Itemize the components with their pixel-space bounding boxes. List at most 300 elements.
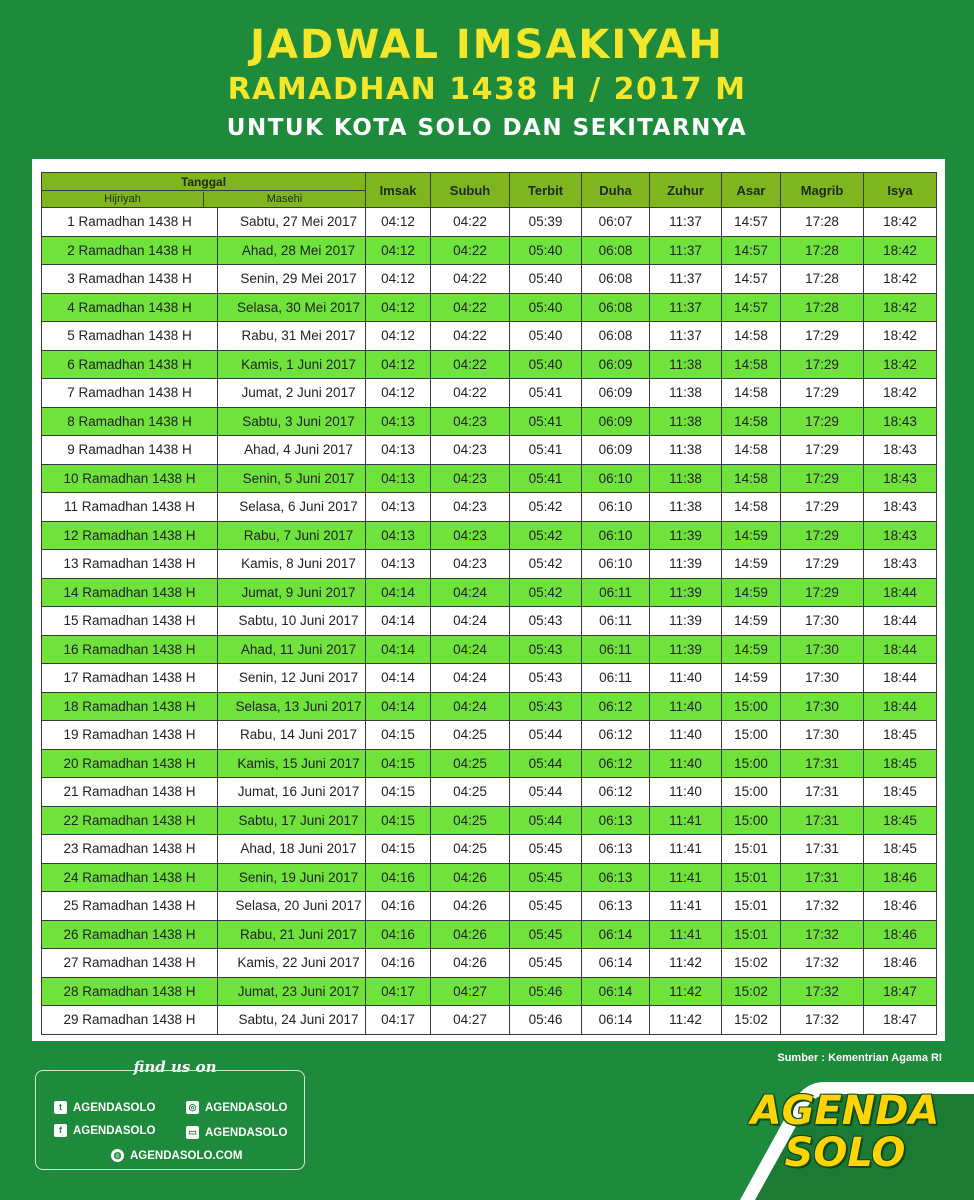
time-cell: 04:25 — [431, 721, 510, 750]
time-cell: 18:42 — [864, 265, 937, 294]
column-header: Magrib — [781, 173, 864, 208]
time-cell: 17:29 — [781, 350, 864, 379]
time-cell: 04:23 — [431, 464, 510, 493]
masehi-cell: Senin, 12 Juni 2017 — [218, 664, 366, 693]
time-cell: 04:27 — [431, 977, 510, 1006]
time-cell: 17:32 — [781, 1006, 864, 1035]
time-cell: 15:01 — [722, 920, 781, 949]
time-cell: 17:30 — [781, 664, 864, 693]
time-cell: 04:25 — [431, 806, 510, 835]
time-cell: 18:43 — [864, 407, 937, 436]
time-cell: 04:22 — [431, 265, 510, 294]
social-facebook[interactable] — [54, 1124, 155, 1137]
time-cell: 05:43 — [510, 664, 582, 693]
source-note: Sumber : Kementrian Agama RI — [777, 1052, 942, 1064]
brand-line1: AGENDA — [750, 1088, 940, 1134]
time-cell: 04:17 — [366, 1006, 431, 1035]
table-header-row — [42, 173, 937, 208]
find-us-heading: find us on — [133, 1058, 217, 1076]
time-cell: 04:22 — [431, 293, 510, 322]
time-cell: 06:11 — [582, 635, 650, 664]
masehi-cell: Rabu, 21 Juni 2017 — [218, 920, 366, 949]
time-cell: 17:32 — [781, 920, 864, 949]
hijriyah-header: Hijriyah — [42, 192, 204, 207]
page-city: UNTUK KOTA SOLO DAN SEKITARNYA — [226, 115, 748, 141]
time-cell: 15:00 — [722, 806, 781, 835]
time-cell: 17:28 — [781, 265, 864, 294]
time-cell: 05:41 — [510, 436, 582, 465]
table-row — [42, 863, 937, 892]
time-cell: 18:42 — [864, 293, 937, 322]
hijriyah-cell: 21 Ramadhan 1438 H — [42, 778, 218, 807]
time-cell: 05:45 — [510, 949, 582, 978]
time-cell: 11:37 — [650, 293, 722, 322]
time-cell: 04:23 — [431, 550, 510, 579]
time-cell: 06:08 — [582, 265, 650, 294]
time-cell: 18:45 — [864, 806, 937, 835]
masehi-cell: Ahad, 28 Mei 2017 — [218, 236, 366, 265]
time-cell: 04:23 — [431, 436, 510, 465]
time-cell: 06:11 — [582, 664, 650, 693]
time-cell: 14:58 — [722, 322, 781, 351]
hijriyah-cell: 11 Ramadhan 1438 H — [42, 493, 218, 522]
table-row — [42, 379, 937, 408]
table-row — [42, 949, 937, 978]
time-cell: 17:29 — [781, 493, 864, 522]
hijriyah-cell: 14 Ramadhan 1438 H — [42, 578, 218, 607]
time-cell: 04:23 — [431, 521, 510, 550]
time-cell: 04:13 — [366, 493, 431, 522]
time-cell: 04:14 — [366, 692, 431, 721]
column-header: Duha — [582, 173, 650, 208]
time-cell: 15:00 — [722, 692, 781, 721]
masehi-cell: Selasa, 6 Juni 2017 — [218, 493, 366, 522]
time-cell: 17:31 — [781, 863, 864, 892]
tanggal-label: Tanggal — [42, 173, 365, 191]
time-cell: 06:12 — [582, 692, 650, 721]
time-cell: 18:45 — [864, 778, 937, 807]
table-row — [42, 806, 937, 835]
time-cell: 05:39 — [510, 208, 582, 237]
time-cell: 04:13 — [366, 550, 431, 579]
time-cell: 04:12 — [366, 265, 431, 294]
time-cell: 04:24 — [431, 635, 510, 664]
hijriyah-cell: 13 Ramadhan 1438 H — [42, 550, 218, 579]
time-cell: 17:29 — [781, 521, 864, 550]
hijriyah-cell: 28 Ramadhan 1438 H — [42, 977, 218, 1006]
time-cell: 11:38 — [650, 464, 722, 493]
time-cell: 11:38 — [650, 493, 722, 522]
column-header: Terbit — [510, 173, 582, 208]
time-cell: 17:29 — [781, 578, 864, 607]
line-handle: AGENDASOLO — [205, 1126, 288, 1139]
time-cell: 14:58 — [722, 350, 781, 379]
table-row — [42, 977, 937, 1006]
time-cell: 11:41 — [650, 835, 722, 864]
time-cell: 04:14 — [366, 664, 431, 693]
masehi-cell: Sabtu, 10 Juni 2017 — [218, 607, 366, 636]
masehi-cell: Selasa, 13 Juni 2017 — [218, 692, 366, 721]
time-cell: 05:40 — [510, 293, 582, 322]
hijriyah-cell: 1 Ramadhan 1438 H — [42, 208, 218, 237]
time-cell: 15:00 — [722, 749, 781, 778]
schedule-body — [42, 208, 937, 1035]
time-cell: 04:16 — [366, 892, 431, 921]
masehi-cell: Senin, 5 Juni 2017 — [218, 464, 366, 493]
time-cell: 04:14 — [366, 578, 431, 607]
time-cell: 17:32 — [781, 977, 864, 1006]
time-cell: 05:44 — [510, 749, 582, 778]
social-box — [35, 1070, 305, 1170]
time-cell: 05:43 — [510, 635, 582, 664]
time-cell: 06:08 — [582, 236, 650, 265]
page-title: JADWAL IMSAKIYAH — [250, 22, 724, 68]
time-cell: 11:42 — [650, 949, 722, 978]
hijriyah-cell: 29 Ramadhan 1438 H — [42, 1006, 218, 1035]
line-icon: ▭ — [186, 1126, 199, 1139]
time-cell: 14:59 — [722, 521, 781, 550]
time-cell: 11:38 — [650, 379, 722, 408]
time-cell: 18:45 — [864, 835, 937, 864]
hijriyah-cell: 7 Ramadhan 1438 H — [42, 379, 218, 408]
time-cell: 06:09 — [582, 436, 650, 465]
time-cell: 18:46 — [864, 892, 937, 921]
time-cell: 18:45 — [864, 749, 937, 778]
time-cell: 11:42 — [650, 977, 722, 1006]
column-header: Subuh — [431, 173, 510, 208]
time-cell: 05:40 — [510, 322, 582, 351]
masehi-cell: Selasa, 20 Juni 2017 — [218, 892, 366, 921]
time-cell: 14:59 — [722, 635, 781, 664]
time-cell: 06:14 — [582, 920, 650, 949]
hijriyah-cell: 10 Ramadhan 1438 H — [42, 464, 218, 493]
brand-line2: SOLO — [784, 1130, 906, 1176]
time-cell: 11:39 — [650, 521, 722, 550]
hijriyah-cell: 6 Ramadhan 1438 H — [42, 350, 218, 379]
time-cell: 11:37 — [650, 236, 722, 265]
social-twitter[interactable] — [54, 1101, 155, 1114]
time-cell: 18:43 — [864, 493, 937, 522]
time-cell: 04:15 — [366, 778, 431, 807]
time-cell: 06:12 — [582, 721, 650, 750]
table-row — [42, 920, 937, 949]
time-cell: 04:14 — [366, 635, 431, 664]
time-cell: 11:38 — [650, 436, 722, 465]
time-cell: 04:13 — [366, 407, 431, 436]
website-link: AGENDASOLO.COM — [130, 1149, 243, 1162]
time-cell: 06:08 — [582, 322, 650, 351]
time-cell: 15:02 — [722, 1006, 781, 1035]
time-cell: 17:30 — [781, 635, 864, 664]
time-cell: 04:23 — [431, 407, 510, 436]
facebook-icon: f — [54, 1124, 67, 1137]
time-cell: 11:41 — [650, 863, 722, 892]
table-row — [42, 635, 937, 664]
masehi-cell: Jumat, 23 Juni 2017 — [218, 977, 366, 1006]
masehi-cell: Sabtu, 27 Mei 2017 — [218, 208, 366, 237]
time-cell: 04:24 — [431, 607, 510, 636]
masehi-header: Masehi — [266, 193, 303, 205]
time-cell: 06:11 — [582, 607, 650, 636]
time-cell: 04:13 — [366, 464, 431, 493]
table-row — [42, 493, 937, 522]
table-row — [42, 436, 937, 465]
time-cell: 04:16 — [366, 863, 431, 892]
time-cell: 04:13 — [366, 436, 431, 465]
table-row — [42, 607, 937, 636]
time-cell: 18:47 — [864, 1006, 937, 1035]
time-cell: 04:22 — [431, 379, 510, 408]
time-cell: 11:40 — [650, 749, 722, 778]
time-cell: 04:26 — [431, 892, 510, 921]
time-cell: 11:41 — [650, 806, 722, 835]
time-cell: 05:42 — [510, 578, 582, 607]
schedule-panel — [32, 159, 945, 1041]
time-cell: 18:43 — [864, 436, 937, 465]
time-cell: 05:46 — [510, 1006, 582, 1035]
time-cell: 04:15 — [366, 835, 431, 864]
time-cell: 06:14 — [582, 949, 650, 978]
column-header: Imsak — [366, 173, 431, 208]
masehi-cell: Rabu, 7 Juni 2017 — [218, 521, 366, 550]
masehi-cell: Ahad, 11 Juni 2017 — [218, 635, 366, 664]
hijriyah-cell: 22 Ramadhan 1438 H — [42, 806, 218, 835]
time-cell: 05:45 — [510, 835, 582, 864]
time-cell: 05:40 — [510, 350, 582, 379]
time-cell: 17:29 — [781, 322, 864, 351]
time-cell: 14:57 — [722, 293, 781, 322]
time-cell: 14:58 — [722, 464, 781, 493]
hijriyah-cell: 23 Ramadhan 1438 H — [42, 835, 218, 864]
time-cell: 15:02 — [722, 949, 781, 978]
time-cell: 05:46 — [510, 977, 582, 1006]
time-cell: 14:58 — [722, 436, 781, 465]
time-cell: 04:25 — [431, 778, 510, 807]
hijriyah-cell: 3 Ramadhan 1438 H — [42, 265, 218, 294]
time-cell: 14:59 — [722, 664, 781, 693]
time-cell: 17:31 — [781, 806, 864, 835]
instagram-handle: AGENDASOLO — [205, 1101, 288, 1114]
time-cell: 05:43 — [510, 692, 582, 721]
table-row — [42, 778, 937, 807]
time-cell: 15:00 — [722, 721, 781, 750]
masehi-cell: Kamis, 22 Juni 2017 — [218, 949, 366, 978]
tanggal-header — [42, 173, 366, 208]
time-cell: 11:42 — [650, 1006, 722, 1035]
hijriyah-cell: 9 Ramadhan 1438 H — [42, 436, 218, 465]
time-cell: 17:28 — [781, 208, 864, 237]
time-cell: 06:08 — [582, 293, 650, 322]
masehi-cell: Ahad, 4 Juni 2017 — [218, 436, 366, 465]
time-cell: 17:28 — [781, 293, 864, 322]
hijriyah-cell: 19 Ramadhan 1438 H — [42, 721, 218, 750]
time-cell: 11:41 — [650, 892, 722, 921]
time-cell: 17:29 — [781, 464, 864, 493]
table-row — [42, 892, 937, 921]
hijriyah-cell: 20 Ramadhan 1438 H — [42, 749, 218, 778]
time-cell: 14:58 — [722, 379, 781, 408]
time-cell: 06:10 — [582, 521, 650, 550]
time-cell: 06:10 — [582, 550, 650, 579]
masehi-cell: Jumat, 16 Juni 2017 — [218, 778, 366, 807]
masehi-cell: Rabu, 14 Juni 2017 — [218, 721, 366, 750]
hijriyah-cell: 8 Ramadhan 1438 H — [42, 407, 218, 436]
time-cell: 15:00 — [722, 778, 781, 807]
column-header: Zuhur — [650, 173, 722, 208]
time-cell: 05:40 — [510, 236, 582, 265]
time-cell: 11:39 — [650, 607, 722, 636]
masehi-cell: Jumat, 9 Juni 2017 — [218, 578, 366, 607]
time-cell: 04:12 — [366, 322, 431, 351]
time-cell: 05:42 — [510, 521, 582, 550]
instagram-icon: ◎ — [186, 1101, 199, 1114]
hijriyah-cell: 27 Ramadhan 1438 H — [42, 949, 218, 978]
table-row — [42, 265, 937, 294]
time-cell: 11:37 — [650, 322, 722, 351]
time-cell: 04:26 — [431, 949, 510, 978]
time-cell: 05:45 — [510, 892, 582, 921]
time-cell: 18:43 — [864, 464, 937, 493]
time-cell: 05:44 — [510, 778, 582, 807]
time-cell: 06:11 — [582, 578, 650, 607]
time-cell: 11:40 — [650, 778, 722, 807]
time-cell: 14:58 — [722, 493, 781, 522]
time-cell: 04:24 — [431, 578, 510, 607]
time-cell: 06:13 — [582, 835, 650, 864]
table-row — [42, 464, 937, 493]
time-cell: 14:57 — [722, 265, 781, 294]
time-cell: 18:44 — [864, 664, 937, 693]
masehi-cell: Senin, 29 Mei 2017 — [218, 265, 366, 294]
brand-logo — [735, 1090, 955, 1174]
table-row — [42, 293, 937, 322]
hijriyah-cell: 15 Ramadhan 1438 H — [42, 607, 218, 636]
time-cell: 04:25 — [431, 835, 510, 864]
time-cell: 06:10 — [582, 464, 650, 493]
table-row — [42, 208, 937, 237]
time-cell: 05:42 — [510, 493, 582, 522]
table-row — [42, 692, 937, 721]
time-cell: 05:40 — [510, 265, 582, 294]
time-cell: 17:31 — [781, 835, 864, 864]
time-cell: 14:58 — [722, 407, 781, 436]
time-cell: 18:42 — [864, 236, 937, 265]
social-website[interactable] — [111, 1149, 242, 1162]
time-cell: 05:45 — [510, 920, 582, 949]
hijriyah-cell: 12 Ramadhan 1438 H — [42, 521, 218, 550]
table-row — [42, 407, 937, 436]
hijriyah-cell: 25 Ramadhan 1438 H — [42, 892, 218, 921]
time-cell: 14:59 — [722, 578, 781, 607]
masehi-cell: Rabu, 31 Mei 2017 — [218, 322, 366, 351]
time-cell: 04:25 — [431, 749, 510, 778]
time-cell: 05:42 — [510, 550, 582, 579]
time-cell: 11:41 — [650, 920, 722, 949]
time-cell: 18:43 — [864, 550, 937, 579]
time-cell: 14:59 — [722, 607, 781, 636]
time-cell: 17:32 — [781, 892, 864, 921]
schedule-table — [41, 172, 937, 1035]
hijriyah-cell: 16 Ramadhan 1438 H — [42, 635, 218, 664]
time-cell: 04:13 — [366, 521, 431, 550]
time-cell: 11:38 — [650, 350, 722, 379]
table-row — [42, 236, 937, 265]
time-cell: 18:42 — [864, 322, 937, 351]
hijriyah-cell: 18 Ramadhan 1438 H — [42, 692, 218, 721]
hijriyah-cell: 2 Ramadhan 1438 H — [42, 236, 218, 265]
table-row — [42, 322, 937, 351]
masehi-cell: Jumat, 2 Juni 2017 — [218, 379, 366, 408]
twitter-handle: AGENDASOLO — [73, 1101, 156, 1114]
time-cell: 18:44 — [864, 635, 937, 664]
time-cell: 11:38 — [650, 407, 722, 436]
table-row — [42, 721, 937, 750]
time-cell: 17:32 — [781, 949, 864, 978]
time-cell: 04:12 — [366, 236, 431, 265]
time-cell: 17:28 — [781, 236, 864, 265]
time-cell: 04:16 — [366, 920, 431, 949]
time-cell: 05:43 — [510, 607, 582, 636]
masehi-cell: Kamis, 1 Juni 2017 — [218, 350, 366, 379]
table-row — [42, 749, 937, 778]
time-cell: 11:39 — [650, 578, 722, 607]
time-cell: 18:44 — [864, 692, 937, 721]
time-cell: 04:23 — [431, 493, 510, 522]
time-cell: 04:22 — [431, 350, 510, 379]
social-instagram[interactable] — [186, 1101, 287, 1114]
time-cell: 11:37 — [650, 208, 722, 237]
masehi-cell: Kamis, 15 Juni 2017 — [218, 749, 366, 778]
time-cell: 15:01 — [722, 863, 781, 892]
time-cell: 18:42 — [864, 379, 937, 408]
time-cell: 18:46 — [864, 949, 937, 978]
time-cell: 06:09 — [582, 350, 650, 379]
time-cell: 04:24 — [431, 692, 510, 721]
time-cell: 17:29 — [781, 550, 864, 579]
time-cell: 05:44 — [510, 806, 582, 835]
time-cell: 06:10 — [582, 493, 650, 522]
time-cell: 14:57 — [722, 236, 781, 265]
social-line[interactable] — [186, 1126, 287, 1139]
time-cell: 04:24 — [431, 664, 510, 693]
time-cell: 18:47 — [864, 977, 937, 1006]
time-cell: 11:40 — [650, 721, 722, 750]
table-row — [42, 578, 937, 607]
time-cell: 17:31 — [781, 749, 864, 778]
time-cell: 06:14 — [582, 1006, 650, 1035]
time-cell: 05:45 — [510, 863, 582, 892]
time-cell: 18:45 — [864, 721, 937, 750]
hijriyah-cell: 4 Ramadhan 1438 H — [42, 293, 218, 322]
time-cell: 17:31 — [781, 778, 864, 807]
table-row — [42, 550, 937, 579]
masehi-cell: Ahad, 18 Juni 2017 — [218, 835, 366, 864]
time-cell: 05:41 — [510, 379, 582, 408]
time-cell: 04:12 — [366, 293, 431, 322]
column-header: Isya — [864, 173, 937, 208]
time-cell: 06:09 — [582, 407, 650, 436]
time-cell: 04:15 — [366, 749, 431, 778]
time-cell: 11:39 — [650, 635, 722, 664]
time-cell: 17:30 — [781, 721, 864, 750]
masehi-cell: Sabtu, 3 Juni 2017 — [218, 407, 366, 436]
masehi-cell: Sabtu, 17 Juni 2017 — [218, 806, 366, 835]
time-cell: 15:01 — [722, 892, 781, 921]
time-cell: 17:29 — [781, 407, 864, 436]
time-cell: 14:57 — [722, 208, 781, 237]
time-cell: 05:44 — [510, 721, 582, 750]
time-cell: 11:39 — [650, 550, 722, 579]
